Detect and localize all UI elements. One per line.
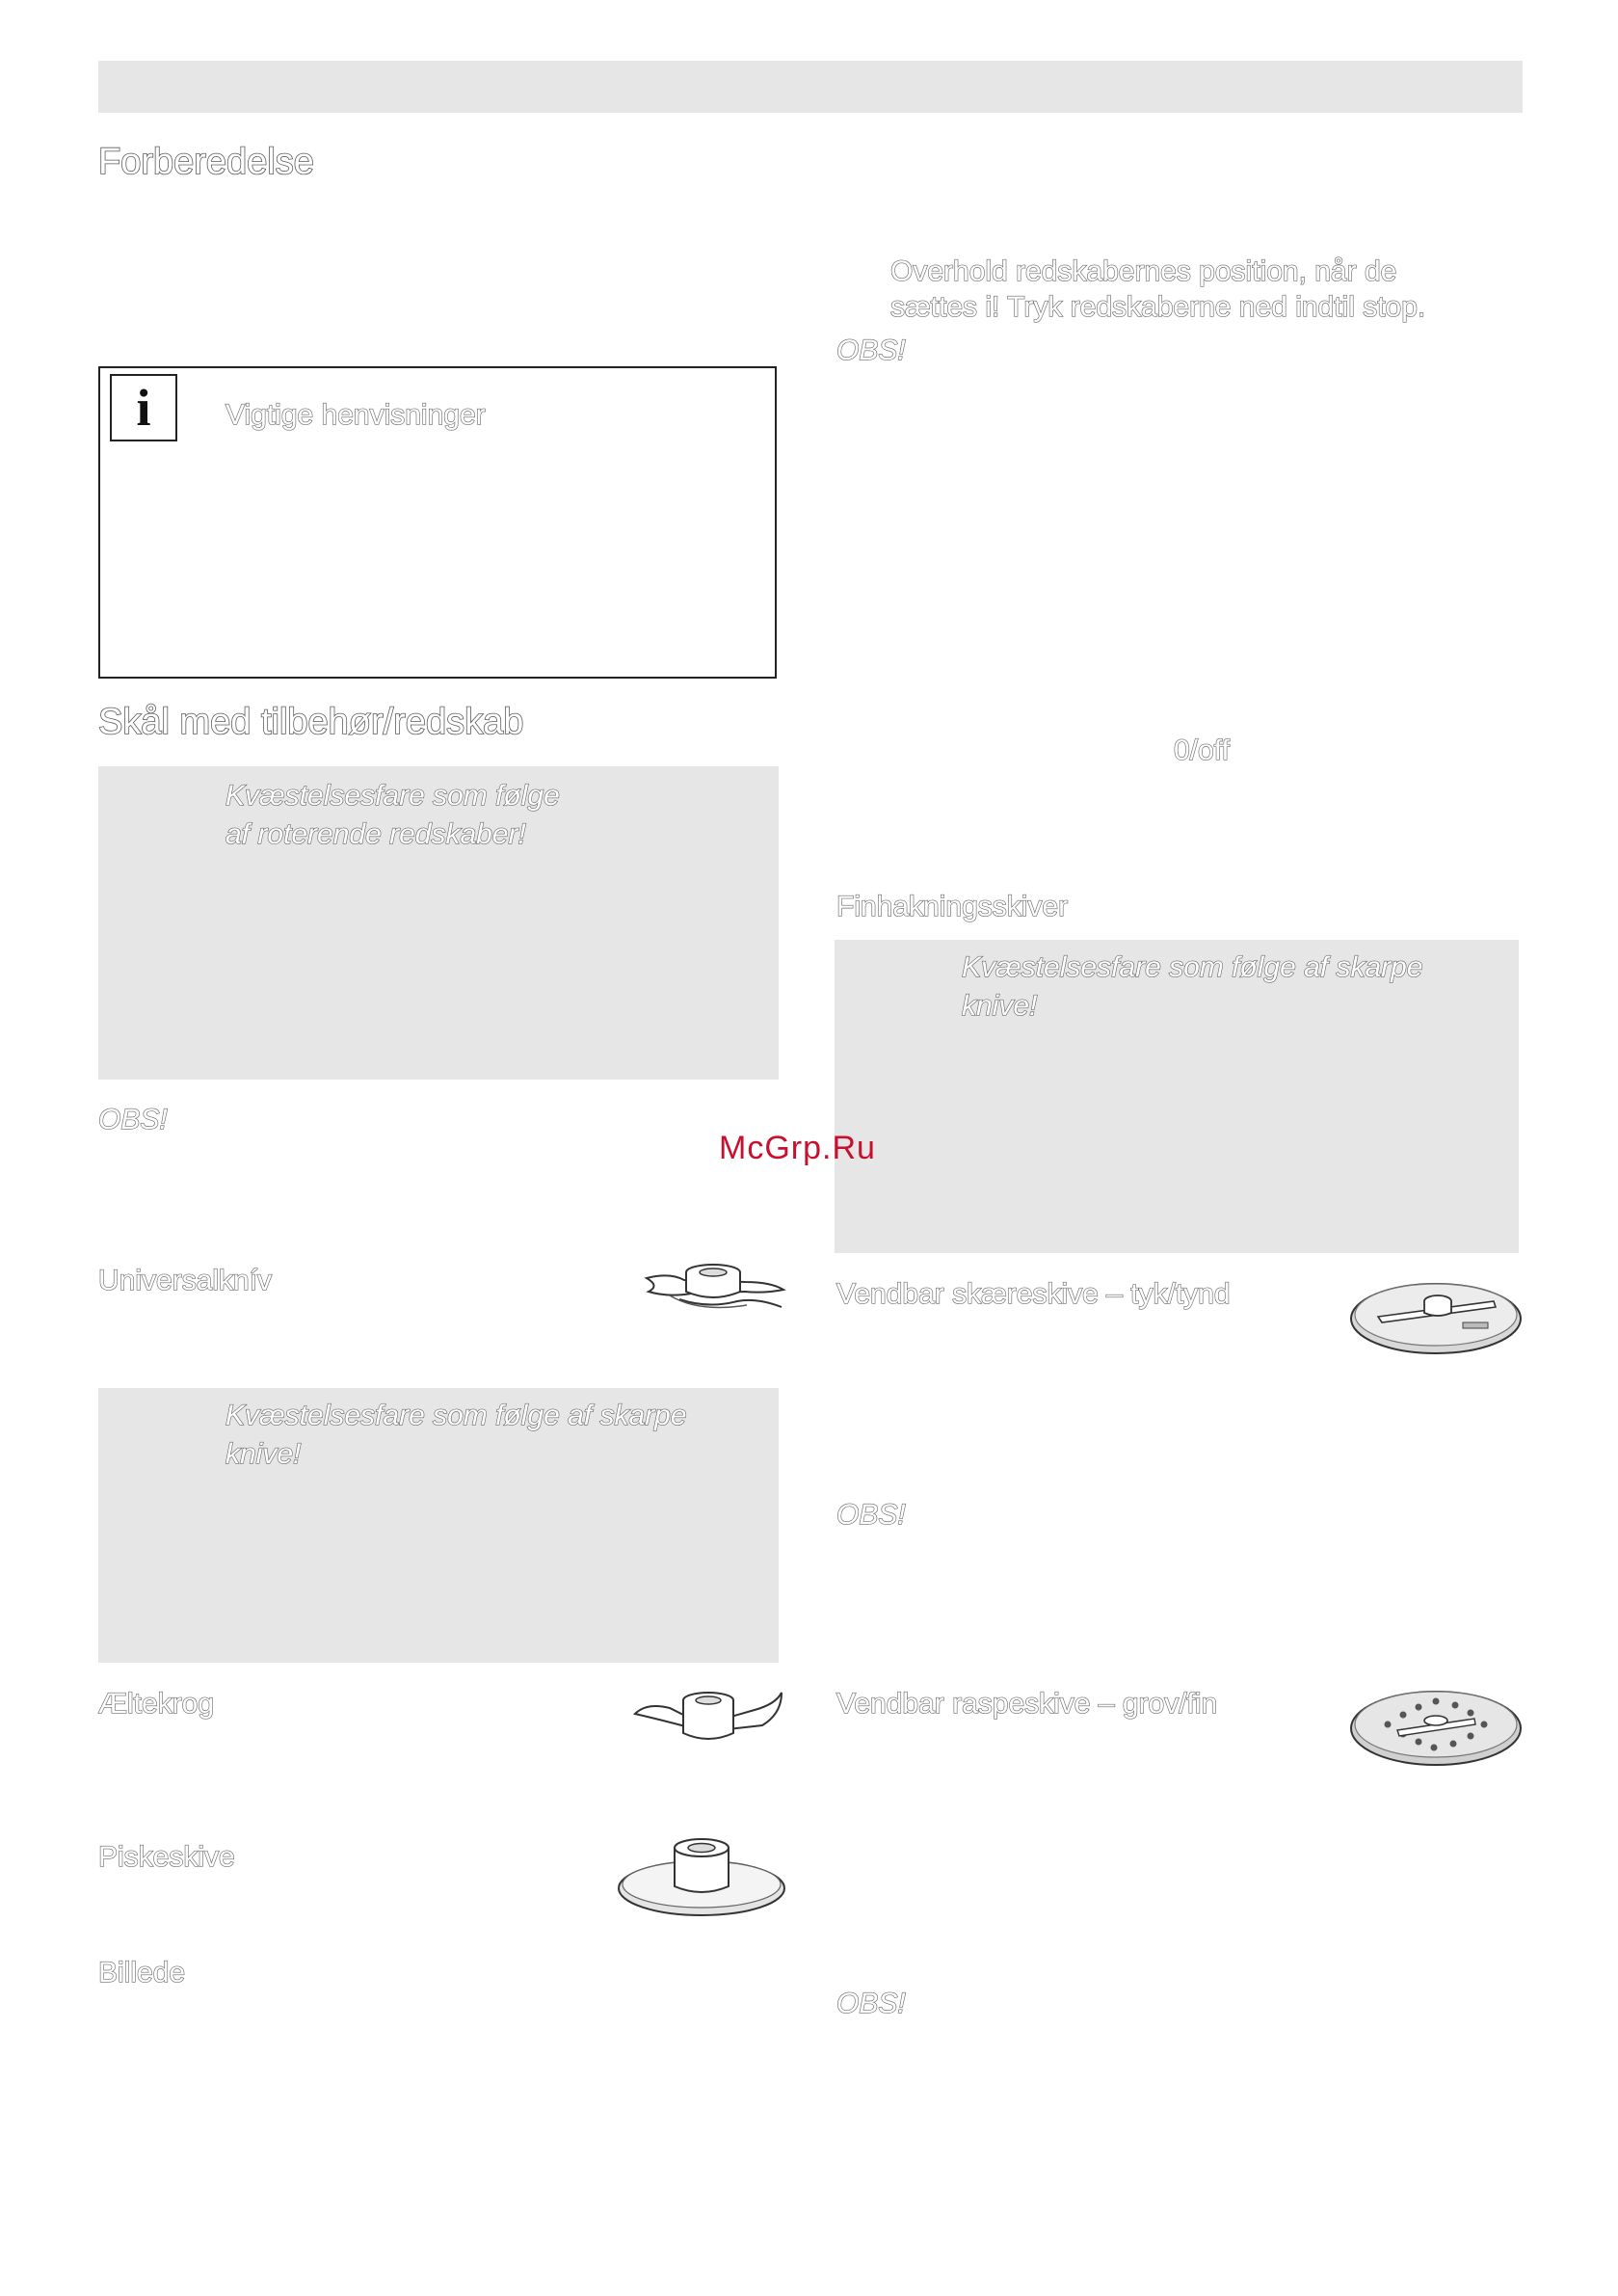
section-title-finhakning: Finhakningsskiver bbox=[836, 891, 1069, 922]
section-title-bowl: Skål med tilbehør/redskab bbox=[98, 702, 524, 742]
info-box bbox=[98, 366, 777, 679]
off-label: 0/off bbox=[1174, 734, 1230, 766]
obs-label-right-3: OBS! bbox=[836, 1988, 906, 2019]
grating-disc-icon bbox=[1349, 1682, 1523, 1769]
info-icon: i bbox=[110, 374, 177, 441]
warning-panel-sharp-right bbox=[835, 940, 1519, 1253]
obs-label-right-2: OBS! bbox=[836, 1499, 906, 1531]
slicing-disc-icon bbox=[1349, 1272, 1523, 1359]
kneading-hook-icon bbox=[631, 1685, 785, 1752]
warning-text-sharp-left: Kvæstelsesfare som følge af skarpe knive! bbox=[225, 1400, 687, 1470]
warning-text-rotating: Kvæstelsesfare som følge af roterende redskaber! bbox=[225, 780, 560, 850]
picture-label: Billede bbox=[98, 1957, 186, 1989]
tool-title-universal-knife: Universalknív bbox=[98, 1265, 273, 1296]
warning-panel-sharp-left bbox=[98, 1388, 779, 1663]
universal-knife-icon bbox=[641, 1253, 785, 1321]
warning-text-sharp-right: Kvæstelsesfare som følge af skarpe knive! bbox=[962, 951, 1423, 1022]
whisk-disc-icon bbox=[617, 1827, 786, 1923]
obs-label-right-1: OBS! bbox=[836, 334, 906, 366]
watermark-text: McGrp.Ru bbox=[719, 1130, 876, 1166]
warning-panel-rotating bbox=[98, 766, 779, 1080]
tool-title-kneading-hook: Æltekrog bbox=[98, 1688, 215, 1720]
section-title-preparation: Forberedelse bbox=[98, 142, 314, 182]
position-note: Overhold redskabernes position, når de sættes i! Tryk redskaberne ned indtil stop. bbox=[890, 255, 1426, 323]
tool-title-slicing-disc: Vendbar skæreskive – tyk/tynd bbox=[836, 1278, 1231, 1310]
header-bar bbox=[98, 61, 1523, 113]
info-box-title: Vigtige henvisninger bbox=[225, 399, 486, 431]
tool-title-grating-disc: Vendbar raspeskive – grov/fin bbox=[836, 1688, 1218, 1720]
obs-label-left: OBS! bbox=[98, 1104, 168, 1135]
tool-title-whisk-disc: Piskeskive bbox=[98, 1841, 235, 1873]
